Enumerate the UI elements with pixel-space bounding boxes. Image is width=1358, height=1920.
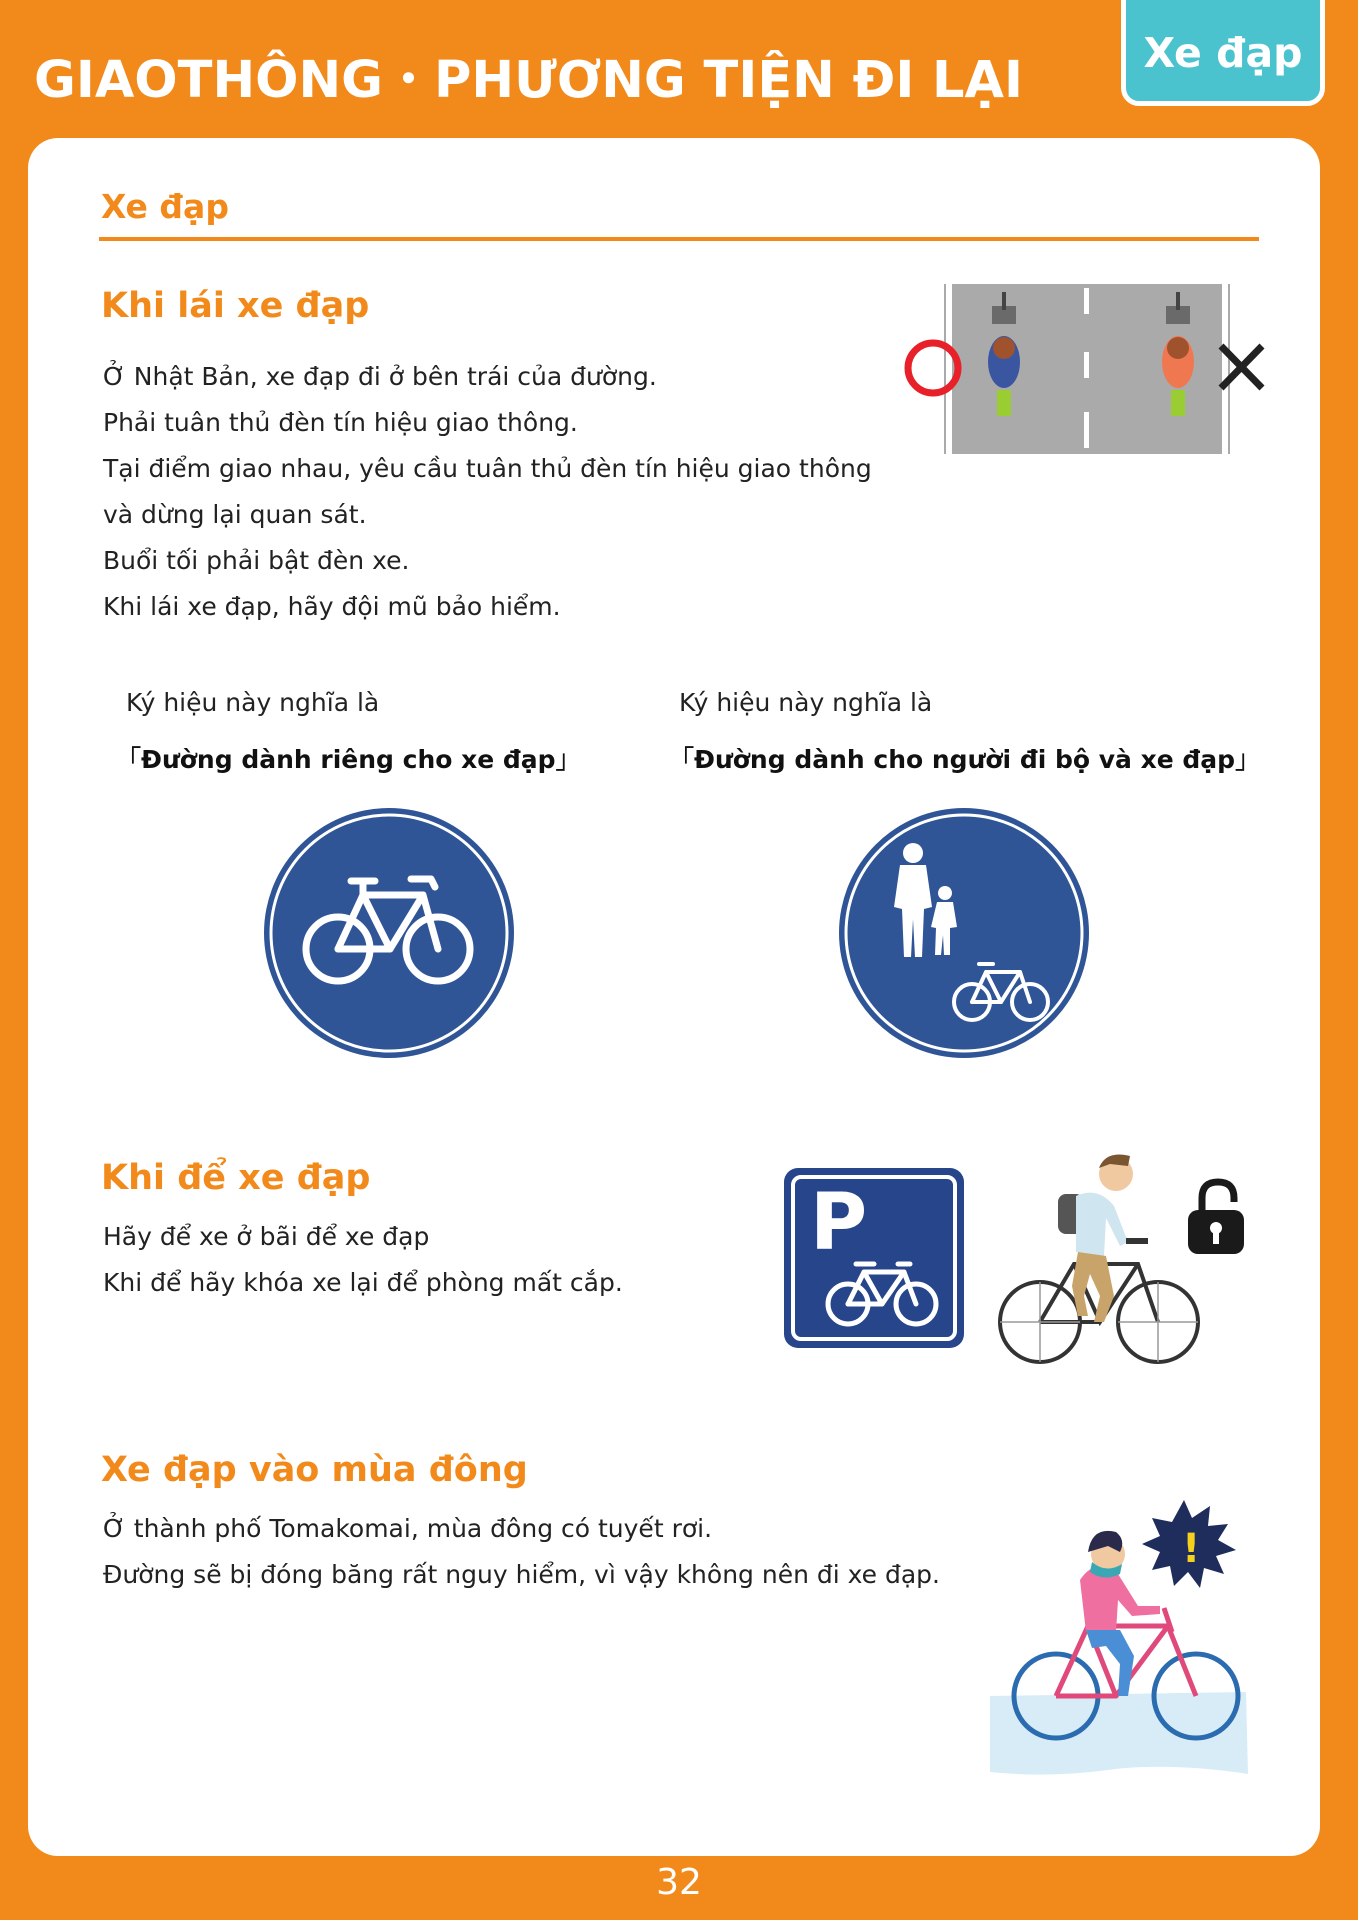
riding-line: Khi lái xe đạp, hãy đội mũ bảo hiểm. [103,592,561,621]
sign1-intro: Ký hiệu này nghĩa là [126,688,380,717]
winter-cyclist-illustration [988,1496,1258,1778]
riding-line: Phải tuân thủ đèn tín hiệu giao thông. [103,408,578,437]
winter-line: Đường sẽ bị đóng băng rất nguy hiểm, vì vậy không nên đi xe đạp. [103,1560,940,1589]
sign1-meaning: 「Đường dành riêng cho xe đạp」 [116,745,581,774]
riding-heading: Khi lái xe đạp [101,286,370,326]
winter-text [103,1506,940,1598]
man-with-bicycle-illustration [998,1146,1208,1368]
winter-line: Ở thành phố Tomakomai, mùa đông có tuyết rơi. [103,1514,713,1543]
page-header-title: GIAOTHÔNG・PHƯƠNG TIỆN ĐI LẠI [34,51,1023,110]
sign2-meaning: 「Đường dành cho người đi bộ và xe đạp」 [669,745,1261,774]
winter-heading: Xe đạp vào mùa đông [101,1450,528,1490]
bicycle-parking-sign-icon [784,1168,964,1348]
svg-text:!: ! [1182,1526,1201,1572]
road-side-diagram [900,282,1270,462]
section-title: Xe đạp [101,187,229,226]
parking-letter: P [810,1178,868,1268]
parking-heading: Khi để xe đạp [101,1158,371,1198]
riding-line: Ở Nhật Bản, xe đạp đi ở bên trái của đường. [103,362,657,391]
parking-line: Khi để hãy khóa xe lại để phòng mất cắp. [103,1268,623,1297]
page-number: 32 [656,1862,702,1903]
pedestrian-bicycle-sign-icon [838,807,1090,1059]
riding-line: Tại điểm giao nhau, yêu cầu tuân thủ đèn tín hiệu giao thông [103,454,872,483]
section-divider [99,237,1259,241]
riding-line: và dừng lại quan sát. [103,500,367,529]
riding-text [103,354,872,630]
category-tab: Xe đạp [1121,0,1325,106]
riding-line: Buổi tối phải bật đèn xe. [103,546,410,575]
lock-icon [1186,1178,1246,1256]
parking-text [103,1214,623,1306]
parking-line: Hãy để xe ở bãi để xe đạp [103,1222,430,1251]
sign2-intro: Ký hiệu này nghĩa là [679,688,933,717]
bicycle-only-sign-icon [263,807,515,1059]
